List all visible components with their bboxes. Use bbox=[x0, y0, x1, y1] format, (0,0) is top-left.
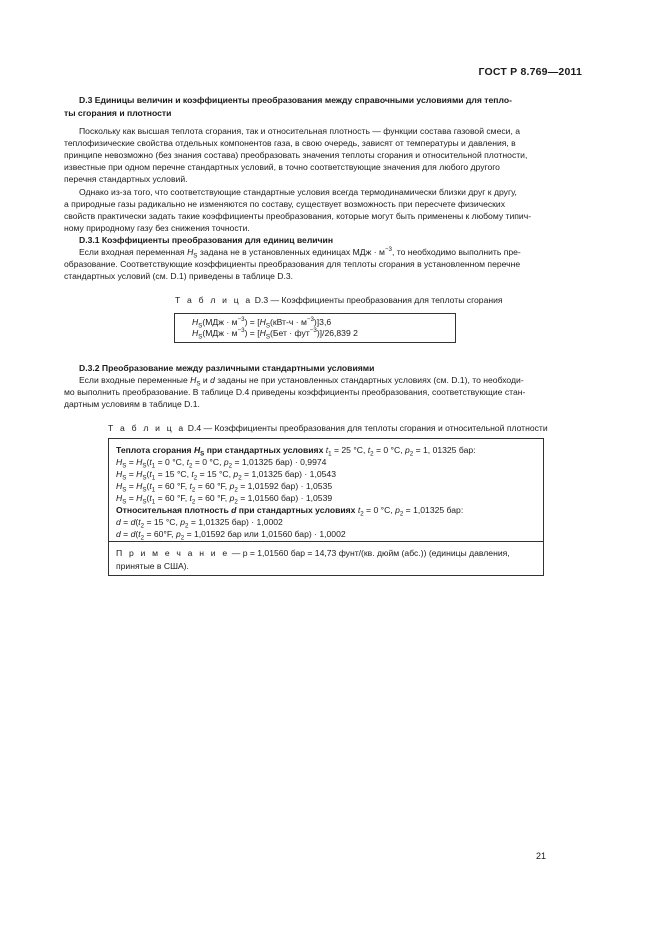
table-d3-row1: $H_S(МДж \cdot м^{-3}) = [H_S(кВт-ч \cdot м^{-3})]3,6$ bbox=[192, 316, 332, 330]
sub2-line3: дартным условиям в таблице D.1. bbox=[64, 399, 200, 409]
table-d4-row4: $H_S = H_S(t_1 = 60$ °F, $t_2 = 60$ °F, $p_2 = 1,01560$ бар) · 1,0539 bbox=[116, 493, 333, 506]
table-d4-row6: $d = d(t_2 = 60^\circ F$, $p_2 = 1,01592$ бар или 1,01560 бар) · 1,0002 bbox=[116, 529, 346, 542]
document-code: ГОСТ Р 8.769—2011 bbox=[478, 66, 582, 78]
table-d4-row5: $d = d(t_2 = 15$ °С, $p_2 = 1,01325$ бар) · 1,0002 bbox=[116, 517, 283, 530]
para1-line4: известные при одном перечне стандартных условий, в точно соответствующие значения для любого другого bbox=[64, 162, 500, 172]
table-d4-caption: Т а б л и ц а D.4 — Коэффициенты преобразования для теплоты сгорания и относительной плотности bbox=[108, 423, 548, 433]
para2-line1: Однако из-за того, что соответствующие стандартные условия всегда термодинамически близки друг к другу, bbox=[79, 187, 517, 197]
table-d4-row3: $H_S = H_S(t_1 = 60$ °F, $t_2 = 60$ °F, $p_2 = 1,01592$ бар) · 1,0535 bbox=[116, 481, 333, 494]
subsection-d32-title: D.3.2 Преобразование между различными стандартными условиями bbox=[79, 363, 375, 373]
sub1-line2: образование. Соответствующие коэффициенты преобразования для теплоты сгорания в установленном перечне bbox=[64, 259, 521, 269]
sub1-line1: Если входная переменная $H_S$ задана не в установленных единицах МДж · $м^{-3}$, то необходимо выполнить пре- bbox=[79, 246, 521, 260]
table-d3-row2: $H_S(МДж \cdot м^{-3}) = [H_S(Бет \cdot фут^{-3})]/26,839$ 2 bbox=[192, 327, 358, 341]
table-d4-heat-heading: Теплота сгорания $H_S$ при стандартных условиях $t_1 = 25$ °С, $t_2 = 0$ °С, $p_2 = 1$, 01325 бар: bbox=[116, 445, 476, 458]
page-number: 21 bbox=[535, 851, 546, 861]
table-d4-density-heading: Относительная плотность d при стандартных условиях $t_2 = 0$ °С, $p_2 = 1,01325$ бар: bbox=[116, 505, 464, 518]
table-d4-note-line2: принятые в США). bbox=[116, 561, 189, 571]
para1-line3: принципе невозможно (без знания состава) преобразовать значения теплоты сгорания и относительной плотности, bbox=[64, 150, 528, 160]
subsection-d31-title: D.3.1 Коэффициенты преобразования для единиц величин bbox=[79, 235, 334, 245]
table-d4-row1: $H_S = H_S(t_1 = 0$ °С, $t_2 = 0$ °С, $p_2 = 1,01325$ бар) · 0,9974 bbox=[116, 457, 327, 470]
sub2-line1: Если входные переменные $H_S$ и d заданы не при установленных стандартных условиях (см. D.1), то необходи- bbox=[79, 375, 524, 388]
para1-line2: теплофизические свойства отдельных компонентов газа, в свою очередь, зависят от температуры и давления, в bbox=[64, 138, 516, 148]
para2-line2: а природные газы радикально не изменяются по составу, существует возможность при пересчете физических bbox=[64, 199, 506, 209]
table-d4-separator bbox=[108, 541, 544, 542]
para1-line5: перечня стандартных условий. bbox=[64, 174, 188, 184]
table-d4-row2: $H_S = H_S(t_1 = 15$ °С, $t_2 = 15$ °С, $p_2 = 1,01325$ бар) · 1,0543 bbox=[116, 469, 336, 482]
section-title-line2: ты сгорания и плотности bbox=[64, 108, 172, 118]
para2-line4: ному природному газу без снижения точности. bbox=[64, 223, 250, 233]
table-d4-note-line1: П р и м е ч а н и е — р = 1,01560 бар = 14,73 фунт/(кв. дюйм (абс.)) (единицы давления, bbox=[116, 548, 510, 558]
table-d3-caption: Т а б л и ц а D.3 — Коэффициенты преобразования для теплоты сгорания bbox=[175, 295, 503, 305]
sub2-line2: мо выполнить преобразование. В таблице D.4 приведены коэффициенты преобразования, соответствующие стан- bbox=[64, 387, 526, 397]
sub1-line3: стандартных условий (см. D.1) приведены в таблице D.3. bbox=[64, 271, 294, 281]
para2-line3: свойств практически задать такие коэффициенты преобразования, которые могут быть применены к любому типич- bbox=[64, 211, 532, 221]
para1-line1: Поскольку как высшая теплота сгорания, так и относительная плотность — функции состава газовой смеси, а bbox=[79, 126, 521, 136]
section-title-line1: D.3 Единицы величин и коэффициенты преобразования между справочными условиями для тепло- bbox=[79, 95, 512, 105]
